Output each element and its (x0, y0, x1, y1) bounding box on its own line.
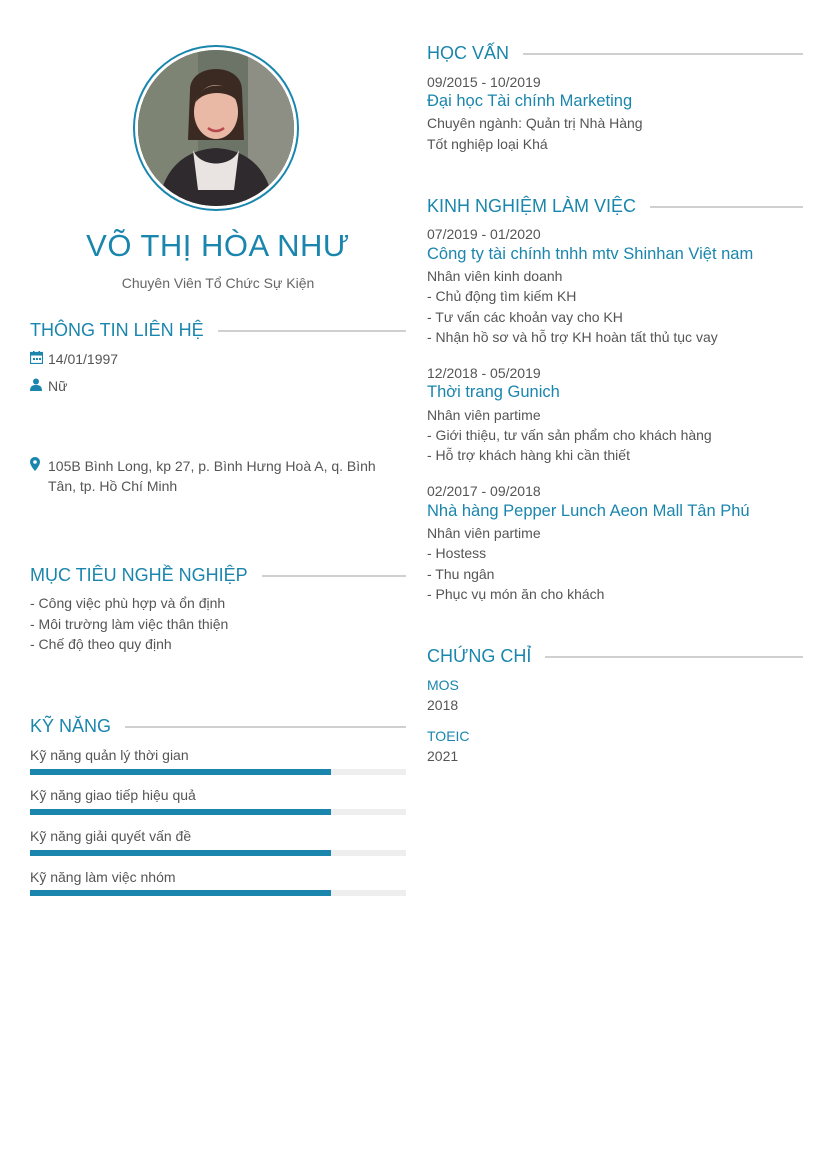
skill-bar-fill (30, 890, 331, 896)
certificate-name: TOEIC (427, 728, 470, 744)
job-date: 12/2018 - 05/2019 (427, 365, 541, 381)
job-line: - Hỗ trợ khách hàng khi cần thiết (427, 447, 630, 463)
objective-heading: MỤC TIÊU NGHỀ NGHIỆP (30, 565, 248, 585)
skill-label: Kỹ năng giải quyết vấn đề (30, 828, 192, 844)
skill-bar-track (30, 890, 406, 896)
profile-title: Chuyên Viên Tổ Chức Sự Kiện (121, 275, 315, 291)
experience-heading: KINH NGHIỆM LÀM VIỆC (427, 196, 637, 216)
certificates-heading: CHỨNG CHỈ (427, 646, 532, 666)
gender-row (30, 376, 67, 397)
address-line-1: 105B Bình Long, kp 27, p. Bình Hưng Hoà A, q. Bình (48, 458, 376, 474)
objective-section-header (30, 565, 406, 586)
calendar-icon (30, 349, 48, 370)
section-divider (523, 53, 803, 55)
skill-label: Kỹ năng làm việc nhóm (30, 869, 176, 885)
job-line: - Chủ động tìm kiếm KH (427, 288, 577, 304)
job-line: - Thu ngân (427, 566, 495, 582)
skills-section-header (30, 716, 406, 737)
certificate-year: 2021 (427, 748, 459, 764)
gender-value: Nữ (48, 378, 68, 394)
section-divider (125, 726, 406, 728)
education-section-header (427, 43, 803, 64)
certificates-section-header (427, 646, 803, 667)
user-icon (30, 376, 48, 397)
address-line-2: Tân, tp. Hồ Chí Minh (48, 478, 178, 494)
section-divider (650, 206, 803, 208)
job-line: Nhân viên partime (427, 525, 541, 541)
skill-bar-fill (30, 850, 331, 856)
education-major: Chuyên ngành: Quản trị Nhà Hàng (427, 115, 643, 131)
birthday-row (30, 349, 118, 370)
objective-line: - Chế độ theo quy định (30, 636, 172, 652)
birthday-value: 14/01/1997 (48, 351, 119, 367)
certificate-year: 2018 (427, 697, 459, 713)
job-date: 07/2019 - 01/2020 (427, 226, 541, 242)
job-line: - Hostess (427, 545, 487, 561)
map-pin-icon (30, 456, 48, 477)
section-divider (218, 330, 406, 332)
education-school: Đại học Tài chính Marketing (427, 92, 633, 110)
certificate-name: MOS (427, 677, 459, 693)
education-date: 09/2015 - 10/2019 (427, 74, 541, 90)
job-date: 02/2017 - 09/2018 (427, 483, 541, 499)
objective-line: - Công việc phù hợp và ổn định (30, 595, 226, 611)
job-company: Nhà hàng Pepper Lunch Aeon Mall Tân Phú (427, 502, 750, 520)
skill-bar-fill (30, 809, 331, 815)
skills-heading: KỸ NĂNG (30, 716, 112, 736)
objective-line: - Môi trường làm việc thân thiện (30, 616, 229, 632)
skill-bar-fill (30, 769, 331, 775)
job-line: - Nhận hồ sơ và hỗ trợ KH hoàn tất thủ tục vay (427, 329, 718, 345)
section-divider (545, 656, 803, 658)
job-line: - Phục vụ món ăn cho khách (427, 586, 605, 602)
address-row (30, 456, 376, 477)
section-divider (262, 575, 406, 577)
skill-label: Kỹ năng giao tiếp hiệu quả (30, 787, 196, 803)
portrait-photo (138, 50, 294, 206)
education-heading: HỌC VẤN (427, 43, 510, 63)
profile-name: VÕ THỊ HÒA NHƯ (86, 228, 350, 263)
job-line: - Tư vấn các khoản vay cho KH (427, 309, 623, 325)
job-line: Nhân viên kinh doanh (427, 268, 563, 284)
skill-bar-track (30, 809, 406, 815)
contact-heading: THÔNG TIN LIÊN HỆ (30, 320, 204, 340)
job-line: - Giới thiệu, tư vấn sản phẩm cho khách hàng (427, 427, 712, 443)
skill-bar-track (30, 850, 406, 856)
skill-label: Kỹ năng quản lý thời gian (30, 747, 189, 763)
job-company: Thời trang Gunich (427, 383, 560, 401)
contact-section-header (30, 320, 406, 341)
experience-section-header (427, 196, 803, 217)
avatar-frame (133, 45, 299, 211)
skill-bar-track (30, 769, 406, 775)
education-result: Tốt nghiệp loại Khá (427, 136, 548, 152)
job-company: Công ty tài chính tnhh mtv Shinhan Việt nam (427, 245, 754, 263)
job-line: Nhân viên partime (427, 407, 541, 423)
avatar (138, 50, 294, 206)
